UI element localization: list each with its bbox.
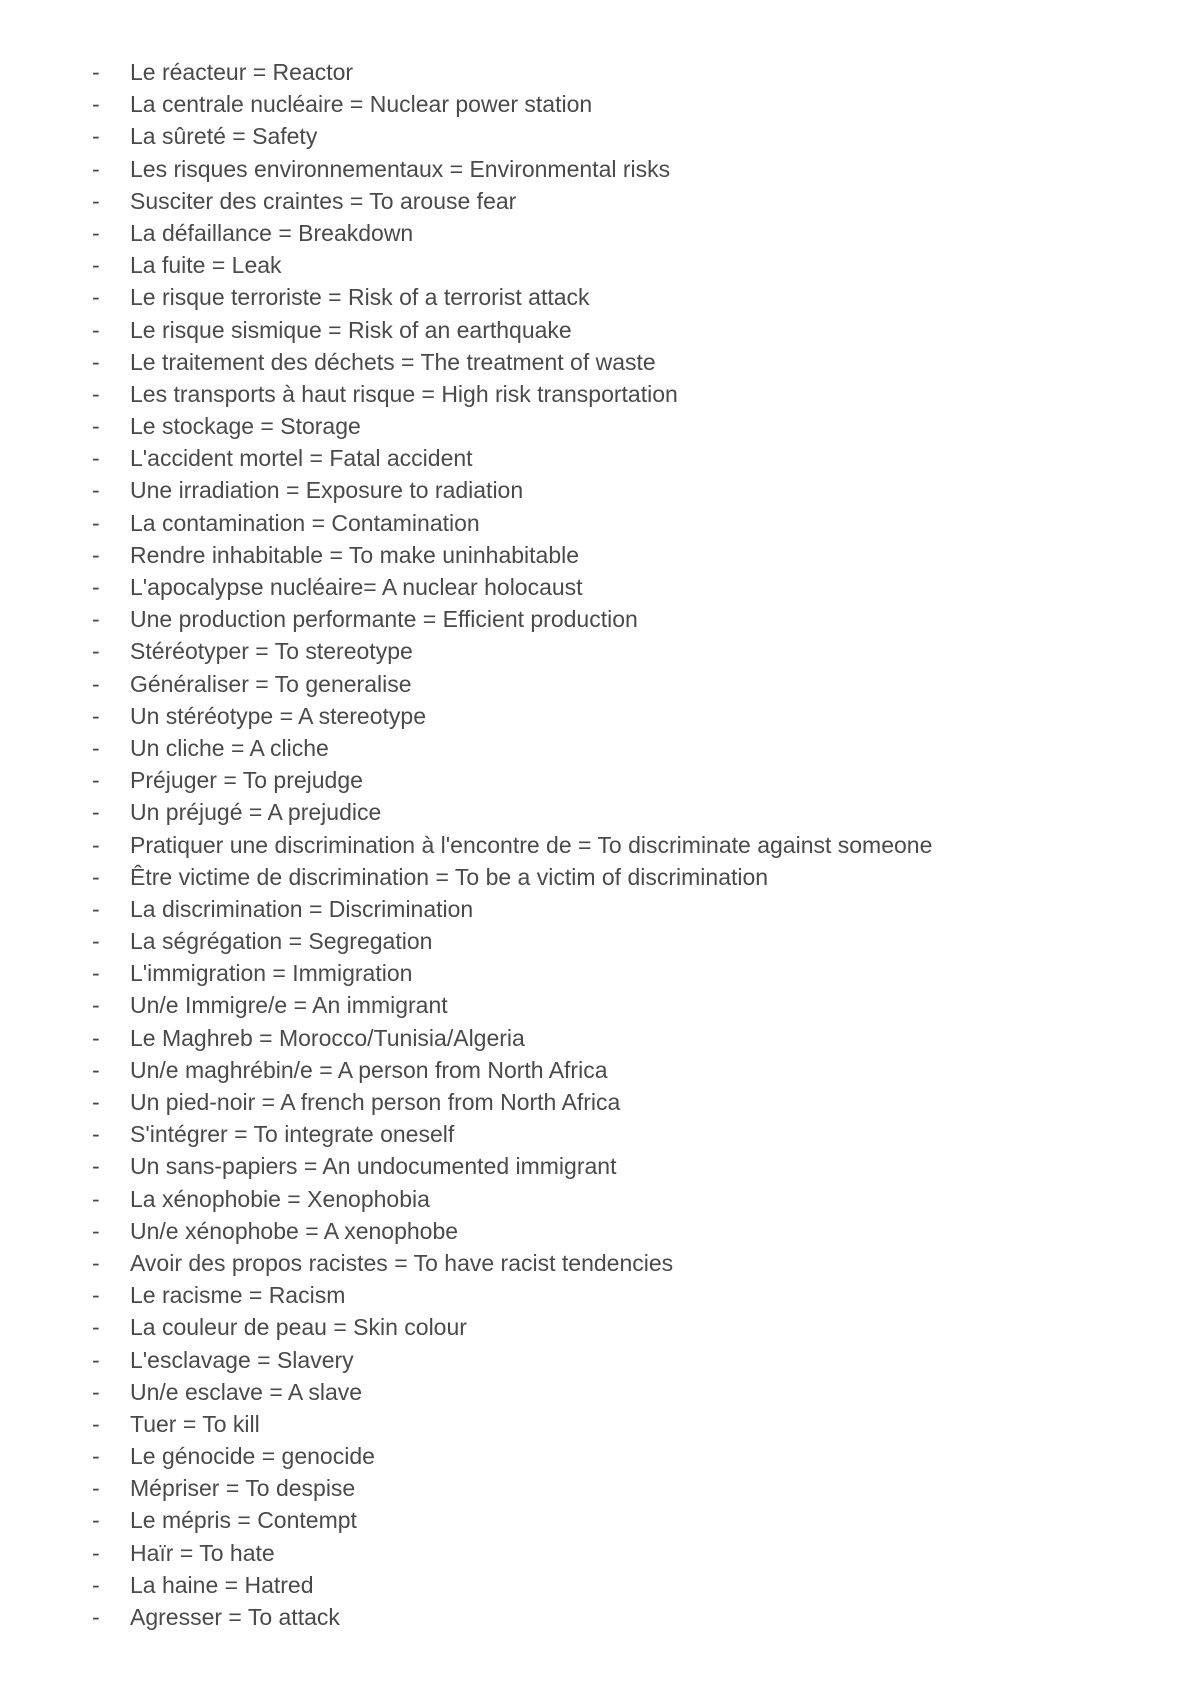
bullet-dash: - — [92, 509, 100, 536]
vocabulary-entry — [92, 1344, 1172, 1376]
vocabulary-entry-text: S'intégrer = To integrate oneself — [130, 1121, 455, 1148]
vocabulary-entry — [92, 1150, 1172, 1182]
vocabulary-entry — [92, 1601, 1172, 1633]
bullet-dash: - — [92, 59, 100, 85]
bullet-dash: - — [92, 123, 100, 150]
bullet-dash: - — [92, 574, 100, 600]
vocabulary-entry — [92, 796, 1172, 828]
bullet-dash: - — [92, 380, 100, 407]
vocabulary-entry-text: L'immigration = Immigration — [130, 960, 413, 987]
vocabulary-entry-text: L'accident mortel = Fatal accident — [130, 445, 473, 472]
bullet-dash: - — [92, 799, 100, 826]
vocabulary-entry — [92, 1408, 1172, 1440]
vocabulary-entry — [92, 442, 1172, 474]
vocabulary-entry — [92, 88, 1172, 120]
vocabulary-entry — [92, 1440, 1172, 1472]
vocabulary-entry — [92, 474, 1172, 506]
vocabulary-entry-text: Haïr = To hate — [130, 1539, 275, 1566]
vocabulary-entry — [92, 153, 1172, 185]
bullet-dash: - — [92, 1089, 100, 1115]
vocabulary-entry-text: Le risque sismique = Risk of an earthquake — [130, 316, 572, 343]
vocabulary-entry — [92, 700, 1172, 732]
vocabulary-entry-text: Un/e esclave = A slave — [130, 1378, 363, 1405]
vocabulary-entry-text: La sûreté = Safety — [130, 123, 318, 150]
vocabulary-entry — [92, 1183, 1172, 1215]
vocabulary-entry — [92, 1279, 1172, 1311]
vocabulary-entry-text: Les risques environnementaux = Environmental risks — [130, 155, 671, 182]
vocabulary-entry — [92, 1054, 1172, 1086]
vocabulary-entry-text: Un sans-papiers = An undocumented immigrant — [130, 1153, 617, 1180]
bullet-dash: - — [92, 187, 100, 214]
bullet-dash: - — [92, 638, 100, 665]
vocabulary-entry — [92, 1504, 1172, 1536]
bullet-dash: - — [92, 1604, 100, 1630]
vocabulary-entry — [92, 410, 1172, 442]
vocabulary-entry — [92, 893, 1172, 925]
vocabulary-entry — [92, 1537, 1172, 1569]
bullet-dash: - — [92, 1443, 100, 1470]
vocabulary-entry-text: Agresser = To attack — [130, 1604, 340, 1630]
vocabulary-entry — [92, 957, 1172, 989]
bullet-dash: - — [92, 1153, 100, 1180]
bullet-dash: - — [92, 1571, 100, 1598]
vocabulary-entry-text: Avoir des propos racistes = To have racist tendencies — [130, 1249, 674, 1276]
vocabulary-entry-text: Le réacteur = Reactor — [130, 59, 354, 85]
vocabulary-entry-text: L'esclavage = Slavery — [130, 1346, 354, 1373]
vocabulary-entry — [92, 1247, 1172, 1279]
vocabulary-entry-text: Tuer = To kill — [130, 1410, 260, 1437]
vocabulary-entry-text: Une irradiation = Exposure to radiation — [130, 477, 524, 504]
vocabulary-entry-text: Une production performante = Efficient production — [130, 606, 638, 633]
vocabulary-entry — [92, 1022, 1172, 1054]
vocabulary-entry-text: Stéréotyper = To stereotype — [130, 638, 413, 665]
bullet-dash: - — [92, 91, 100, 118]
bullet-dash: - — [92, 1314, 100, 1341]
bullet-dash: - — [92, 1185, 100, 1212]
vocabulary-entry — [92, 1311, 1172, 1343]
vocabulary-entry — [92, 120, 1172, 152]
vocabulary-entry-text: Un pied-noir = A french person from North Africa — [130, 1089, 621, 1115]
bullet-dash: - — [92, 1507, 100, 1534]
bullet-dash: - — [92, 670, 100, 697]
bullet-dash: - — [92, 1539, 100, 1566]
vocabulary-entry-text: Un cliche = A cliche — [130, 734, 329, 761]
bullet-dash: - — [92, 284, 100, 311]
vocabulary-entry-text: Généraliser = To generalise — [130, 670, 412, 697]
vocabulary-entry — [92, 507, 1172, 539]
bullet-dash: - — [92, 445, 100, 472]
bullet-dash: - — [92, 895, 100, 922]
vocabulary-entry-text: Préjuger = To prejudge — [130, 767, 363, 794]
vocabulary-entry — [92, 217, 1172, 249]
vocabulary-entry-text: Susciter des craintes = To arouse fear — [130, 187, 517, 214]
bullet-dash: - — [92, 316, 100, 343]
vocabulary-entry-text: Mépriser = To despise — [130, 1475, 356, 1502]
bullet-dash: - — [92, 477, 100, 504]
bullet-dash: - — [92, 413, 100, 440]
vocabulary-entry — [92, 764, 1172, 796]
bullet-dash: - — [92, 1475, 100, 1502]
vocabulary-entry-text: La fuite = Leak — [130, 252, 282, 279]
vocabulary-entry-text: Les transports à haut risque = High risk transportation — [130, 380, 678, 407]
vocabulary-entry — [92, 346, 1172, 378]
vocabulary-entry — [92, 1569, 1172, 1601]
vocabulary-entry — [92, 1118, 1172, 1150]
vocabulary-entry-text: La centrale nucléaire = Nuclear power station — [130, 91, 593, 118]
vocabulary-entry-text: La couleur de peau = Skin colour — [130, 1314, 467, 1341]
vocabulary-entry-text: La xénophobie = Xenophobia — [130, 1185, 430, 1212]
vocabulary-entry-text: Le risque terroriste = Risk of a terrorist attack — [130, 284, 590, 311]
vocabulary-entry-text: La discrimination = Discrimination — [130, 895, 474, 922]
bullet-dash: - — [92, 734, 100, 761]
vocabulary-entry-text: Le génocide = genocide — [130, 1443, 375, 1470]
vocabulary-entry-text: Un/e maghrébin/e = A person from North Africa — [130, 1056, 608, 1083]
bullet-dash: - — [92, 1121, 100, 1148]
vocabulary-entry — [92, 1472, 1172, 1504]
vocabulary-entry — [92, 829, 1172, 861]
vocabulary-entry-text: Un préjugé = A prejudice — [130, 799, 382, 826]
vocabulary-entry-text: La contamination = Contamination — [130, 509, 480, 536]
bullet-dash: - — [92, 1282, 100, 1309]
vocabulary-entry-text: Le racisme = Racism — [130, 1282, 346, 1309]
vocabulary-entry-text: Rendre inhabitable = To make uninhabitable — [130, 541, 580, 568]
vocabulary-entry — [92, 249, 1172, 281]
vocabulary-entry-text: La défaillance = Breakdown — [130, 219, 414, 246]
vocabulary-entry — [92, 378, 1172, 410]
vocabulary-entry — [92, 185, 1172, 217]
vocabulary-entry — [92, 571, 1172, 603]
bullet-dash: - — [92, 767, 100, 794]
vocabulary-entry — [92, 989, 1172, 1021]
bullet-dash: - — [92, 155, 100, 182]
vocabulary-entry — [92, 668, 1172, 700]
vocabulary-entry — [92, 314, 1172, 346]
bullet-dash: - — [92, 1378, 100, 1405]
bullet-dash: - — [92, 1024, 100, 1051]
vocabulary-entry — [92, 539, 1172, 571]
bullet-dash: - — [92, 1056, 100, 1083]
bullet-dash: - — [92, 1217, 100, 1244]
vocabulary-entry — [92, 732, 1172, 764]
vocabulary-entry — [92, 861, 1172, 893]
vocabulary-entry-text: Le mépris = Contempt — [130, 1507, 357, 1534]
vocabulary-entry — [92, 1086, 1172, 1118]
vocabulary-entry-text: Un/e xénophobe = A xenophobe — [130, 1217, 459, 1244]
vocabulary-entry-text: Pratiquer une discrimination à l'encontre de = To discriminate against someone — [130, 831, 933, 858]
bullet-dash: - — [92, 219, 100, 246]
vocabulary-entry-text: Un/e Immigre/e = An immigrant — [130, 992, 448, 1019]
vocabulary-entry-text: Le traitement des déchets = The treatment of waste — [130, 348, 656, 375]
vocabulary-entry — [92, 281, 1172, 313]
bullet-dash: - — [92, 960, 100, 987]
bullet-dash: - — [92, 702, 100, 729]
vocabulary-entry — [92, 925, 1172, 957]
vocabulary-entry — [92, 56, 1172, 88]
vocabulary-entry-text: Être victime de discrimination = To be a victim of discrimination — [130, 863, 769, 890]
vocabulary-entry-text: La ségrégation = Segregation — [130, 928, 433, 955]
vocabulary-entry-text: Le stockage = Storage — [130, 413, 361, 440]
bullet-dash: - — [92, 348, 100, 375]
vocabulary-entry — [92, 635, 1172, 667]
bullet-dash: - — [92, 1410, 100, 1437]
bullet-dash: - — [92, 541, 100, 568]
vocabulary-entry-text: Un stéréotype = A stereotype — [130, 702, 426, 729]
bullet-dash: - — [92, 606, 100, 633]
bullet-dash: - — [92, 252, 100, 279]
bullet-dash: - — [92, 928, 100, 955]
vocabulary-entry-text: La haine = Hatred — [130, 1571, 314, 1598]
vocabulary-list — [92, 56, 1172, 1633]
bullet-dash: - — [92, 831, 100, 858]
bullet-dash: - — [92, 1346, 100, 1373]
vocabulary-entry-text: Le Maghreb = Morocco/Tunisia/Algeria — [130, 1024, 525, 1051]
vocabulary-entry — [92, 603, 1172, 635]
vocabulary-entry-text: L'apocalypse nucléaire= A nuclear holocaust — [130, 574, 583, 600]
bullet-dash: - — [92, 863, 100, 890]
vocabulary-entry — [92, 1215, 1172, 1247]
bullet-dash: - — [92, 1249, 100, 1276]
bullet-dash: - — [92, 992, 100, 1019]
vocabulary-entry — [92, 1376, 1172, 1408]
